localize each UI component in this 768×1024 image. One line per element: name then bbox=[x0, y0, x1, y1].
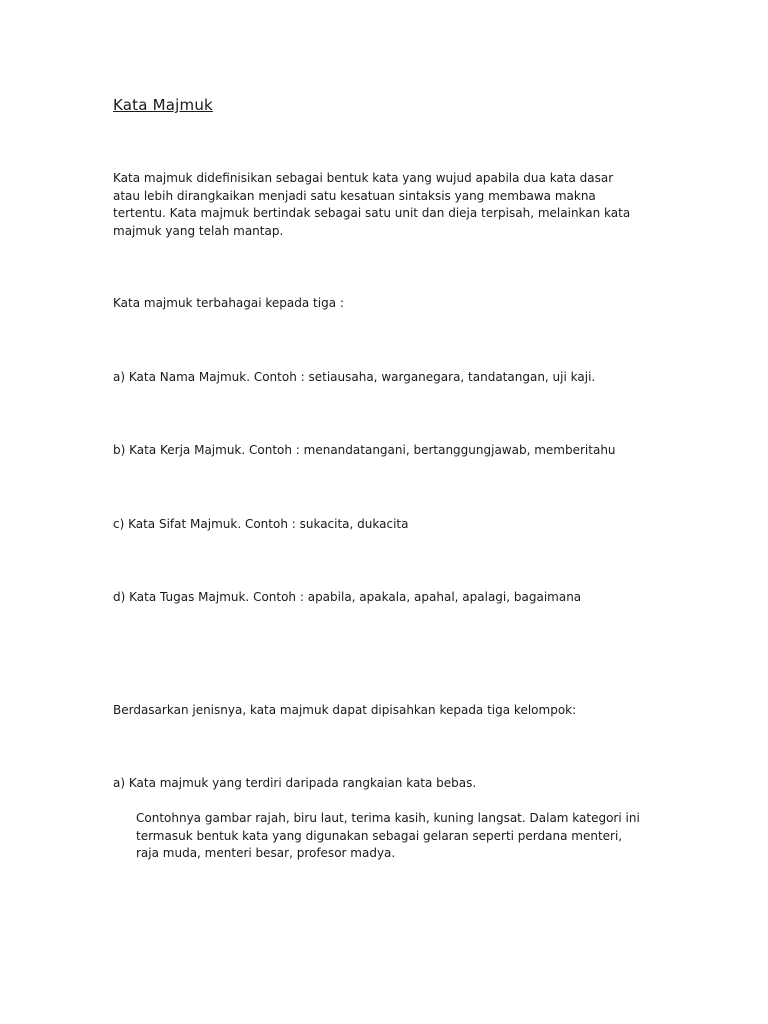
intro-line: tertentu. Kata majmuk bertindak sebagai satu unit dan dieja terpisah, melainkan kata bbox=[113, 206, 631, 220]
type-item-a: a) Kata Nama Majmuk. Contoh : setiausaha, warganegara, tandatangan, uji kaji. bbox=[113, 370, 596, 384]
intro-line: Kata majmuk didefinisikan sebagai bentuk kata yang wujud apabila dua kata dasar bbox=[113, 171, 614, 185]
type-item-b: b) Kata Kerja Majmuk. Contoh : menandatangani, bertanggungjawab, memberitahu bbox=[113, 443, 616, 457]
group-a-line: Contohnya gambar rajah, biru laut, terima kasih, kuning langsat. Dalam kategori ini bbox=[136, 811, 640, 825]
page-title: Kata Majmuk bbox=[113, 96, 213, 114]
group-a-line: raja muda, menteri besar, profesor madya. bbox=[136, 846, 396, 860]
intro-line: majmuk yang telah mantap. bbox=[113, 223, 284, 238]
intro-paragraph bbox=[113, 170, 653, 240]
grouping-statement: Berdasarkan jenisnya, kata majmuk dapat dipisahkan kepada tiga kelompok: bbox=[113, 703, 577, 717]
intro-line: atau lebih dirangkaikan menjadi satu kesatuan sintaksis yang membawa makna bbox=[113, 188, 596, 203]
division-statement: Kata majmuk terbahagai kepada tiga : bbox=[113, 296, 344, 310]
group-a-heading: a) Kata majmuk yang terdiri daripada rangkaian kata bebas. bbox=[113, 776, 477, 790]
group-a-line: termasuk bentuk kata yang digunakan sebagai gelaran seperti perdana menteri, bbox=[136, 828, 623, 843]
type-item-d: d) Kata Tugas Majmuk. Contoh : apabila, apakala, apahal, apalagi, bagaimana bbox=[113, 590, 582, 604]
group-a-examples bbox=[136, 810, 656, 863]
type-item-c: c) Kata Sifat Majmuk. Contoh : sukacita, dukacita bbox=[113, 517, 409, 531]
